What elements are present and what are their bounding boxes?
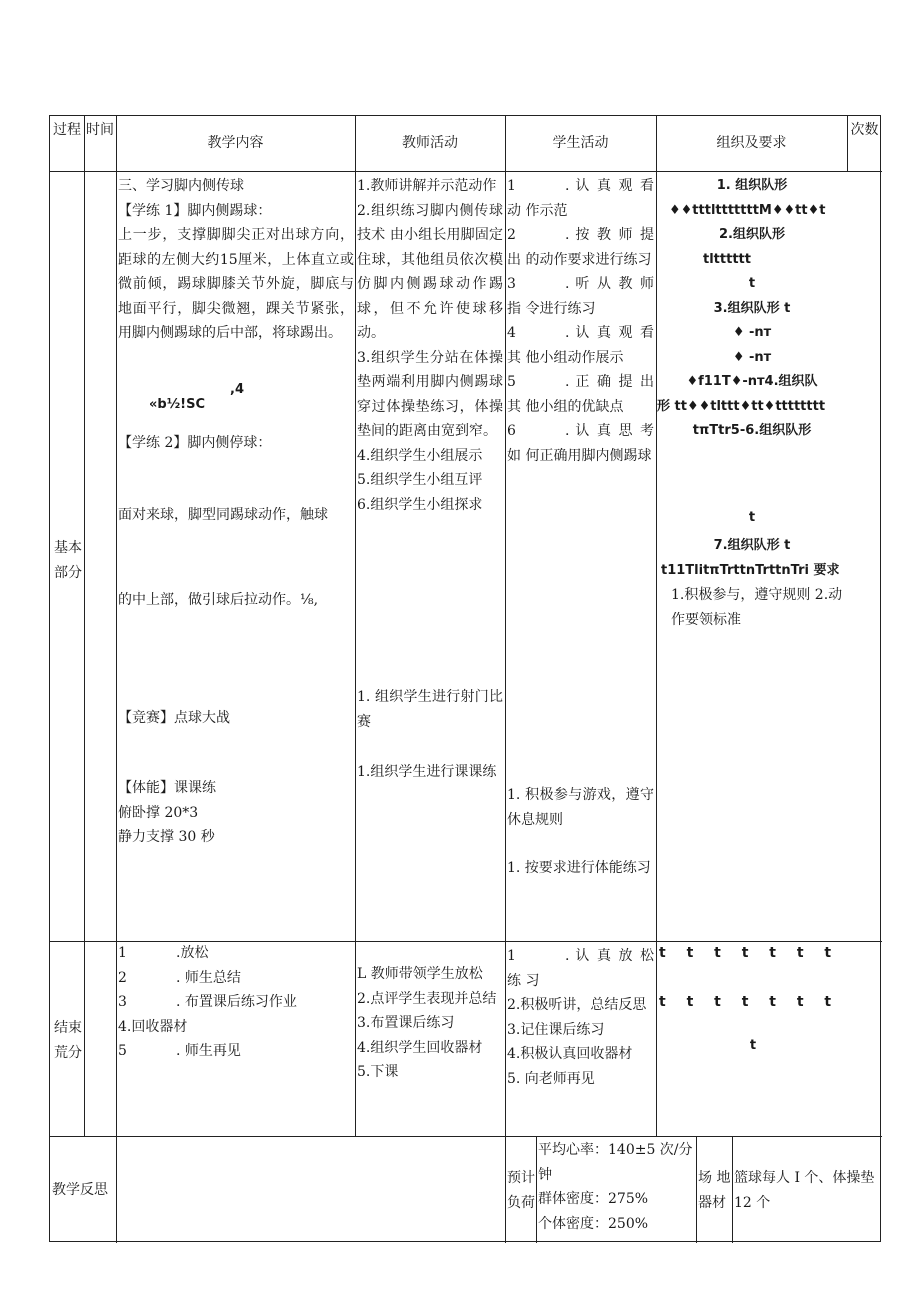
drill1-text: 上一步，支撑脚脚尖正对出球方向，距球的左侧大约15厘米，上体直立或微前倾，踢球脚膝关节外旋，脚底与地面平行，脚尖微翘，踝关节紧张，用脚内侧踢球的后中部，将球踢出。 xyxy=(118,227,354,341)
ending-content: 1 .放松 2 . 师生总结 3 . 布置课后练习作业 4.回收器材 5 . 师生再见 xyxy=(118,945,297,1059)
ending-label: 结束 荒分 xyxy=(54,1020,82,1061)
fitness-block: 【体能】课课练 俯卧撑 20*3 静力支撑 30 秒 xyxy=(118,780,216,845)
basic-label: 基本 部分 xyxy=(54,540,82,581)
drill2-title: 【学练 2】脚内侧停球： xyxy=(118,435,272,451)
student-fitness: 1. 按要求进行体能练习 xyxy=(507,860,651,876)
org-formation-7: 7.组织队形 t t11TlitπTrttnTrttnTri 要求 1.积极参与，遵守规则 2.动作要领标准 xyxy=(661,538,843,628)
reflection-label: 教学反思 xyxy=(52,1182,108,1198)
load-label: 预计 负荷 xyxy=(507,1170,535,1211)
contest-title: 【竞赛】点球大战 xyxy=(118,710,230,726)
basic-student-activities: 1 . 认 真 观 看 动 作示范 2 . 按 教 师 提 出 的动作要求进行练习 3 . 听 从 教 师 指 令进行练习 4 . 认 真 观 看 其 他小组动作展示 5 . 正 确 提 出 其 他小组的优缺点 6 . 认 真 思 考 如 何正确用脚内侧踢球 xyxy=(507,178,654,464)
header-time: 时间 xyxy=(86,122,114,138)
equipment-text: 篮球每人 I 个、体操垫 12 个 xyxy=(734,1170,875,1211)
header-content: 教学内容 xyxy=(207,135,264,151)
header-teacher: 教师活动 xyxy=(402,135,458,151)
load-values: 平均心率：140±5 次/分钟 群体密度：275% 个体密度：250% xyxy=(538,1142,693,1232)
basic-organization: 1. 组织队形 ♦♦tttltttttttM♦♦tt♦t 2.组织队形 tltttttt t 3.组织队形 t ♦ -nт ♦ -nт ♦f11T♦-nт4.组织队 形 tt♦♦tlttt♦tt♦tttttttt tπTtr5-6.组织队形 xyxy=(657,178,826,438)
venue-label: 场 地 器材 xyxy=(698,1170,731,1211)
lesson-plan-table xyxy=(49,115,881,1242)
basic-content xyxy=(118,174,354,346)
header-process: 过程 xyxy=(53,122,81,138)
header-organization: 组织及要求 xyxy=(716,135,787,151)
student-game-rules: 1. 积极参与游戏，遵守休息规则 xyxy=(507,787,654,828)
drill2-line2: 的中上部，做引球后拉动作。⅛, xyxy=(118,592,319,608)
section-title: 三、学习脚内侧传球 xyxy=(118,178,244,194)
ending-organization: t t t t t t t t t t t t t t t xyxy=(659,945,832,1053)
drill2-line1: 面对来球，脚型同踢球动作，触球 xyxy=(118,507,328,523)
header-count: 次数 xyxy=(850,122,879,138)
ending-student-activities: 1 . 认 真 放 松 练 习 2.积极听讲，总结反思 3.记住课后练习 4.积极认真回收器材 5. 向老师再见 xyxy=(507,948,654,1087)
basic-teacher-activities: 1.教师讲解并示范动作 2.组织练习脚内侧传球技术 由小组长用脚固定住球，其他组员依次模仿脚内侧踢球动作踢球，但不允许使球移动。 3.组织学生分站在体操垫两端利用脚内侧踢球穿过体操垫练习，体操垫间的距离由宽到窄。 4.组织学生小组展示 5.组织学生小组互评 6.组织学生小组探求 xyxy=(357,178,503,513)
teacher-shooting-contest: 1. 组织学生进行射门比赛 xyxy=(357,689,503,730)
garbled-text-b: «b½!SC xyxy=(149,397,205,412)
org-formation-6: t xyxy=(748,510,756,525)
ending-teacher-activities: L 教师带领学生放松 2.点评学生表现并总结 3.布置课后练习 4.组织学生回收器材 5.下课 xyxy=(357,966,497,1080)
garbled-text-a: ,4 xyxy=(230,382,244,397)
teacher-fitness: 1.组织学生进行课课练 xyxy=(357,764,497,780)
header-student: 学生活动 xyxy=(552,135,609,151)
drill1-title: 【学练 1】脚内侧踢球： xyxy=(118,202,272,219)
